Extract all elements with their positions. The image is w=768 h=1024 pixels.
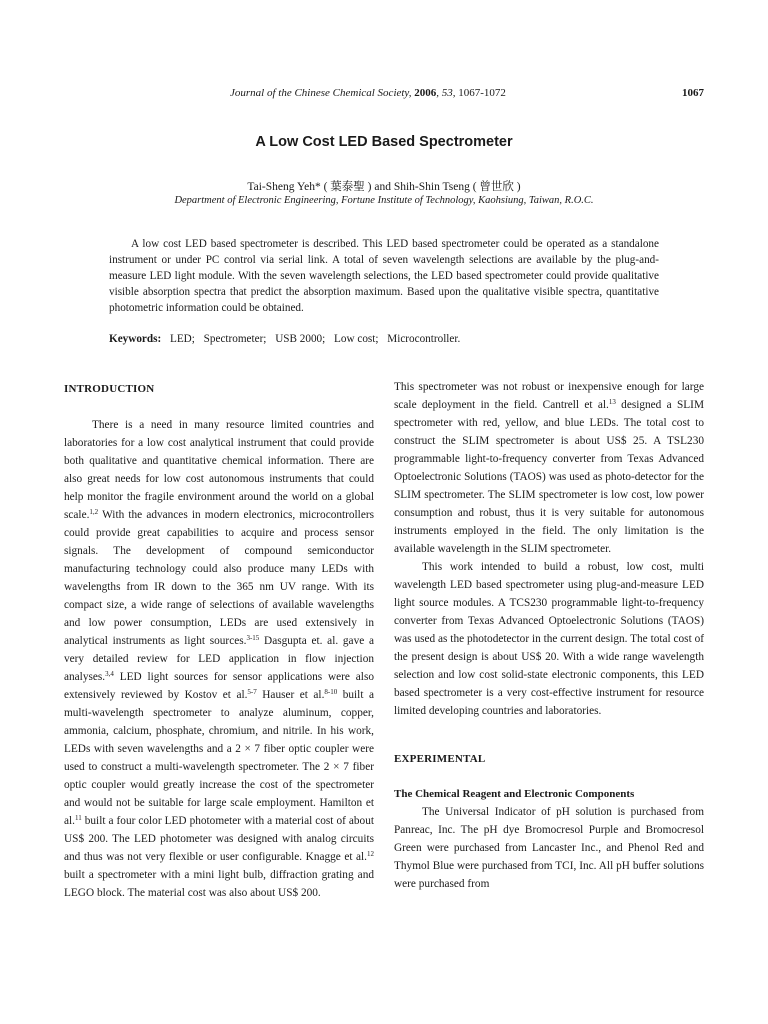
journal-pages: 1067-1072 [458, 87, 506, 99]
citation: 1,2 [89, 508, 99, 516]
citation: 3,4 [105, 670, 114, 678]
keyword: Low cost; [334, 333, 379, 345]
page-number: 1067 [682, 87, 704, 99]
intro-paragraph-2: This spectrometer was not robust or inexpensive enough for large scale deployment in the field. Cantrell et al.$^{13}$ designed a SLIM spectrometer with red, yellow, and blue LEDs. The total cost to construct the SLIM spectrometer is about US$ 25. A TSL230 programmable light-to-frequency converter from Texas Advanced Optoelectronic Solutions (TAOS) was used as photo-detector for the SLIM spectrometer. The SLIM spectrometer is low cost, low power consumption and robust, thus it is very suitable for autonomous instruments employed in the field. The only limitation is the available wavelength in the SLIM spectrometer. [394, 381, 704, 555]
intro-paragraph-3: This work intended to build a robust, low cost, multi wavelength LED based spectrometer using plug-and-measure LED light source modules. A TCS230 programmable light-to-frequency converter from Texas Advanced Optoelectronic Solutions (TAOS) was used as the photodetector in the current design. The total cost of the present design is about US$ 20. With a wide range wavelength selection and low cost solid-state electronic components, this LED based spectrometer is a very cost-effective instrument for resource limited developing countries and laboratories. [394, 561, 704, 717]
running-header [0, 87, 768, 103]
citation: 3-15 [246, 634, 260, 642]
experimental-paragraph-1: The Universal Indicator of pH solution is purchased from Panreac, Inc. The pH dye Bromocresol Purple and Bromocresol Green were purchased from Lancaster Inc., and Phenol Red and Thymol Blue were purchased from TCI, Inc. All pH buffer solutions were purchased from [394, 806, 704, 890]
intro-paragraph-1: There is a need in many resource limited countries and laboratories for a low cost analytical instrument that could provide both qualitative and quantitative chemical information. There are also great needs for low cost autonomous instruments that could help monitor the fragile environment around the world on a global scale.$^{1,2}$ With the advances in modern electronics, microcontrollers could provide great capabilities to acquire and process sensor signals. The development of compound semiconductor manufacturing technology could also produce many LEDs with wavelengths from IR down to the 365 nm UV range. With its compact size, a wide range of selections of available wavelengths and low power consumption, LEDs are used extensively in analytical instruments as light sources.$^{3-15}$ Dasgupta et. al. gave a very detailed review for LED application in flow injection analyses.$^{3,4}$ LED light sources for sensor applications were also extensively reviewed by Kostov et al.$^{5-7}$ Hauser et al.$^{8-10}$ built a multi-wavelength spectrometer to analyze aluminum, copper, ammonia, calcium, phosphate, chromium, and nitrile. In his work, LEDs with seven wavelengths and a 2 × 7 fiber optic coupler were used to construct a multi-wavelength spectrometer. The 2 × 7 fiber optic coupler would greatly increase the cost of the spectrometer and would not be suitable for large scale employment. Hamilton et al.$^{11}$ built a four color LED photometer with a material cost of about US$ 200. The LED photometer was designed with analog circuits and thus was not very flexible or user configurable. Knagge et al.$^{12}$ built a spectrometer with a mini light bulb, diffraction grating and LEGO block. The material cost was also about US$ 200. [64, 419, 374, 899]
section-heading-introduction: INTRODUCTION [64, 383, 155, 395]
citation: 8-10 [324, 688, 338, 696]
right-column [394, 378, 704, 893]
citation: 11 [74, 814, 82, 822]
subsection-heading-reagents: The Chemical Reagent and Electronic Components [394, 788, 635, 800]
citation: 5-7 [247, 688, 257, 696]
abstract [109, 236, 659, 316]
abstract-text: A low cost LED based spectrometer is described. This LED based spectrometer could be operated as a standalone instrument or under PC control via serial link. A total of seven wavelength selections are available by the plug-and-measure LED light module. With the seven wavelength selections, the LED based spectrometer could provide qualitative visible absorption spectra that predict the absorption maximum. Based upon the qualitative visible spectra, quantitative photometric information could be obtained. [109, 238, 659, 314]
journal-citation: Journal of the Chinese Chemical Society, 2006, 53, 1067-1072 [230, 87, 506, 99]
keyword: Microcontroller. [387, 333, 461, 345]
journal-volume: 53 [441, 87, 453, 99]
keywords-label: Keywords: [109, 333, 162, 345]
keyword: Spectrometer; [203, 333, 267, 345]
keyword: USB 2000; [275, 333, 326, 345]
keywords [109, 333, 669, 345]
left-column [64, 380, 374, 902]
journal-year: 2006 [414, 87, 437, 99]
section-heading-experimental: EXPERIMENTAL [394, 753, 486, 765]
citation: 12 [367, 850, 374, 858]
author-list: Tai-Sheng Yeh* ( 葉泰聖 ) and Shih-Shin Tseng ( 曾世欣 ) [247, 181, 521, 193]
keyword: LED; [170, 333, 195, 345]
paper-title: A Low Cost LED Based Spectrometer [255, 134, 513, 150]
citation: 13 [608, 398, 616, 406]
affiliation: Department of Electronic Engineering, Fortune Institute of Technology, Kaohsiung, Taiwan, R.O.C. [174, 195, 594, 206]
journal-name: Journal of the Chinese Chemical Society [230, 87, 409, 99]
